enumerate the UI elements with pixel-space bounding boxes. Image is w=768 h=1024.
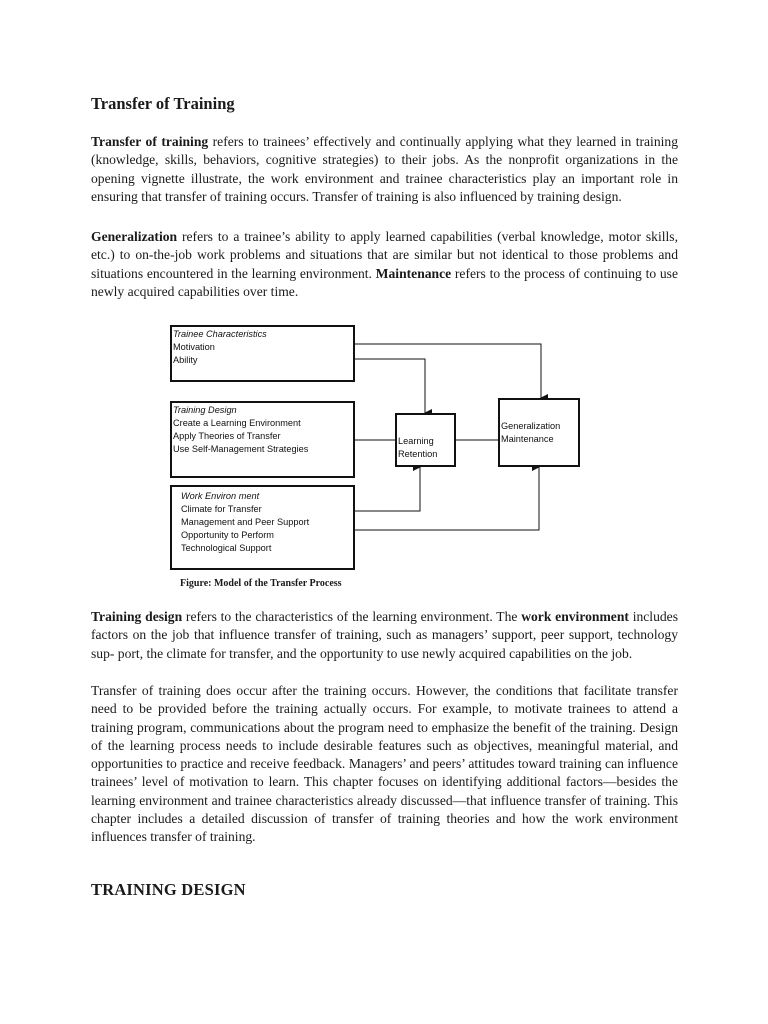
- arrow-trainee-to-generalization: [355, 344, 541, 398]
- box-item: Retention: [398, 449, 438, 459]
- paragraph-text: refers to a trainee’s ability to apply learned capabilities (verbal knowledge, motor skills, etc.) to on-the-job work problems and situations that are similar but not identical to those problems and situations encountered in the learning environment.: [91, 229, 678, 281]
- box-title: Training Design: [173, 405, 237, 415]
- paragraph-transfer-definition: [91, 133, 678, 206]
- work-environment-box: [170, 485, 355, 570]
- term-work-environment: work environment: [521, 609, 629, 624]
- box-item: Maintenance: [501, 434, 554, 444]
- arrow-work-to-generalization: [355, 467, 539, 530]
- trainee-characteristics-box: [170, 325, 355, 382]
- paragraph-text: refers to the characteristics of the learning environment. The: [182, 609, 522, 624]
- box-title: Work Environ ment: [181, 491, 260, 501]
- training-design-box: [170, 401, 355, 478]
- term-maintenance: Maintenance: [375, 265, 452, 281]
- term-generalization: Generalization: [91, 229, 178, 244]
- arrow-trainee-to-learning: [355, 359, 425, 413]
- box-item: Learning: [398, 436, 434, 446]
- box-title: Trainee Characteristics: [173, 329, 267, 339]
- box-item: Opportunity to Perform: [181, 530, 274, 540]
- paragraph-transfer-conditions: Transfer of training does occur after the training occurs. However, the conditions that facilitate transfer need to be provided before the training actually occurs. For example, to motivate trainees to attend a training program, communications about the program need to emphasize the benefit of the training. Design of the learning process needs to include desirable features such as objectives, meaningful material, and opportunities to practice and receive feedback. Managers’ and peers’ attitudes toward training can influence trainees’ level of motivation to learn. This chapter focuses on identifying additional factors—besides the learning environment and trainee characteristics already discussed—that influence transfer of training. This chapter includes a detailed discussion of transfer of training theories and how the work environment influences transfer of training.: [91, 683, 678, 845]
- generalization-maintenance-box: [498, 398, 580, 467]
- paragraph-text: refers to trainees’ effectively and continually applying what they learned in training (knowledge, skills, behaviors, cognitive strategies) to their jobs. As the nonprofit organizations in the opening vignette illustrate, the work environment and trainee characteristics play an important role in ensuring that transfer of training occurs. Transfer of training is also influenced by training design.: [91, 134, 679, 204]
- paragraph-generalization: [91, 228, 678, 301]
- box-item: Motivation: [173, 342, 215, 352]
- term-transfer-of-training: Transfer of training: [91, 134, 209, 149]
- box-item: Ability: [173, 355, 198, 365]
- box-item: Climate for Transfer: [181, 504, 262, 514]
- figure-caption: Figure: Model of the Transfer Process: [180, 578, 342, 589]
- section-heading-training-design: TRAINING DESIGN: [91, 880, 246, 899]
- paragraph-text: refers to the process of continuing to use newly acquired capabilities over time.: [91, 265, 678, 299]
- box-item: Management and Peer Support: [181, 517, 310, 527]
- section-heading: Transfer of Training: [91, 94, 235, 113]
- arrow-work-to-learning: [355, 467, 420, 511]
- learning-retention-box: [395, 413, 456, 467]
- paragraph-text: includes factors on the job that influence transfer of training, such as managers’ support, peer support, technology sup- port, the climate for transfer, and the opportunity to use newly acquired capabilities on the job.: [91, 609, 678, 661]
- box-item: Create a Learning Environment: [173, 418, 301, 428]
- box-item: Use Self-Management Strategies: [173, 444, 309, 454]
- paragraph-training-design: [91, 608, 678, 663]
- term-training-design: Training design: [91, 609, 183, 624]
- box-item: Apply Theories of Transfer: [173, 431, 281, 441]
- box-item: Generalization: [501, 421, 561, 431]
- box-item: Technological Support: [181, 543, 272, 553]
